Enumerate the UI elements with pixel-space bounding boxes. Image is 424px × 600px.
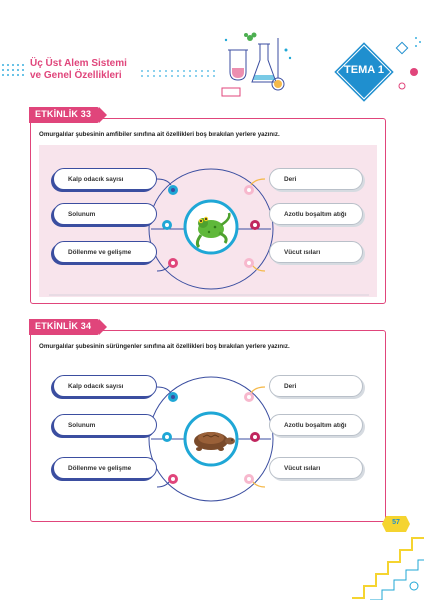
left-box-heart-chambers[interactable] xyxy=(53,375,157,397)
box-label: Kalp odacık sayısı xyxy=(68,382,124,390)
activity-instruction: Omurgalılar şubesinin sürüngenler sınıfına ait özellikleri boş bırakılan yerlere yazınız. xyxy=(39,343,290,350)
box-label: Deri xyxy=(284,175,297,183)
right-box-body-temperature[interactable] xyxy=(269,457,363,479)
left-box-fertilization[interactable] xyxy=(53,457,157,479)
page-number: 57 xyxy=(392,519,400,526)
left-box-respiration[interactable] xyxy=(53,203,157,225)
box-label: Döllenme ve gelişme xyxy=(68,464,132,472)
activity-34 xyxy=(30,321,386,522)
left-box-respiration[interactable] xyxy=(53,414,157,436)
right-box-nitrogen-waste[interactable] xyxy=(269,414,363,436)
stair-decoration xyxy=(350,530,424,600)
lab-equipment-illustration xyxy=(220,30,298,98)
activity-33 xyxy=(30,109,386,304)
right-box-skin[interactable] xyxy=(269,168,363,190)
box-label: Vücut ısıları xyxy=(284,464,321,472)
activity-instruction: Omurgalılar şubesinin amfibiler sınıfına ait özellikleri boş bırakılan yerlere yazınız. xyxy=(39,131,280,138)
left-box-fertilization[interactable] xyxy=(53,241,157,263)
chapter-title-line1: Üç Üst Alem Sistemi xyxy=(30,58,127,69)
activity-tag: ETKİNLİK 33 xyxy=(29,107,99,123)
activity-tag: ETKİNLİK 34 xyxy=(29,319,99,335)
box-label: Vücut ısıları xyxy=(284,248,321,256)
box-label: Deri xyxy=(284,382,297,390)
box-label: Azotlu boşaltım atığı xyxy=(284,421,347,429)
box-label: Döllenme ve gelişme xyxy=(68,248,132,256)
right-box-body-temperature[interactable] xyxy=(269,241,363,263)
box-label: Solunum xyxy=(68,421,96,429)
right-box-skin[interactable] xyxy=(269,375,363,397)
left-box-heart-chambers[interactable] xyxy=(53,168,157,190)
box-label: Solunum xyxy=(68,210,96,218)
concept-map-panel xyxy=(39,357,377,513)
box-label: Azotlu boşaltım atığı xyxy=(284,210,347,218)
right-box-nitrogen-waste[interactable] xyxy=(269,203,363,225)
theme-label: TEMA 1 xyxy=(344,64,384,76)
concept-map-panel xyxy=(39,145,377,297)
chapter-title-line2: ve Genel Özellikleri xyxy=(30,70,122,81)
box-label: Kalp odacık sayısı xyxy=(68,175,124,183)
corner-decoration xyxy=(392,28,424,104)
dot-pattern-decoration xyxy=(0,62,28,78)
